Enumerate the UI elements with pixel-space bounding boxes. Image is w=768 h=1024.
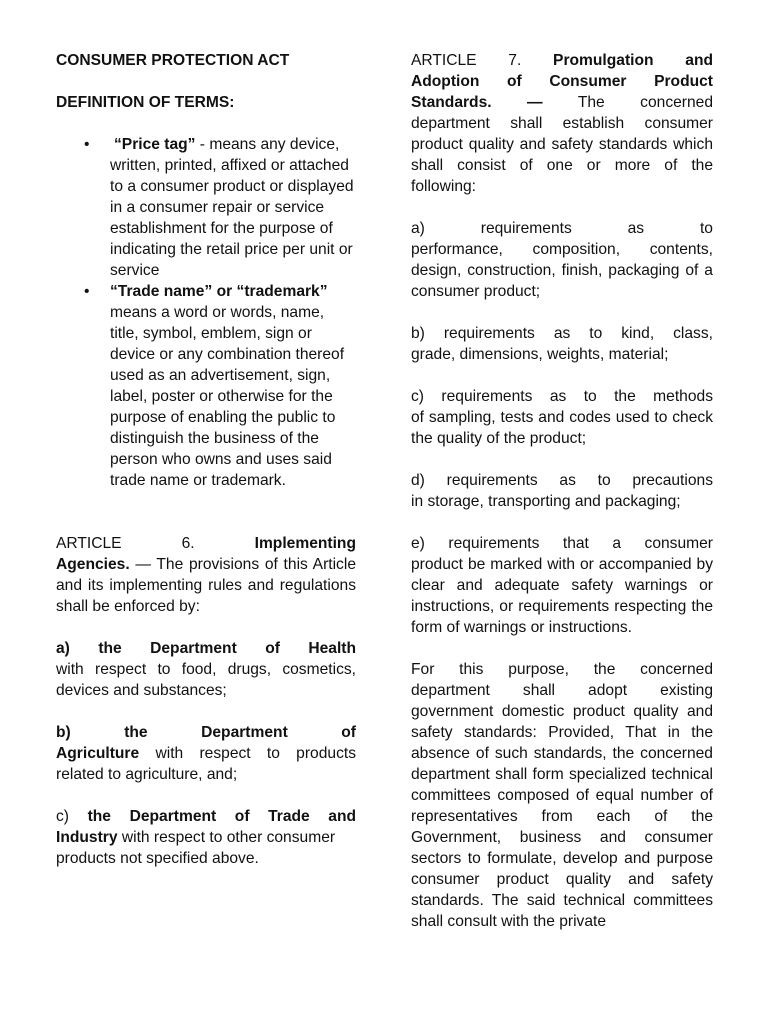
article-7-label: ARTICLE 7.	[411, 52, 522, 69]
agency-item-a	[56, 638, 356, 701]
terms-list	[56, 134, 356, 491]
agency-item-b	[56, 722, 356, 785]
bullet-icon: •	[84, 283, 90, 300]
bullet-icon: •	[84, 136, 90, 153]
article-7-title-end: Standards.	[411, 94, 492, 111]
agency-item-c	[56, 806, 356, 869]
article-7-title: Promulgation and	[553, 52, 713, 69]
term-definition: - means any device, written, printed, affixed or attached to a consumer product or displayed in a consumer repair or service establishment for the purpose of indicating the retail price per unit or service	[110, 136, 354, 279]
article-7: ARTICLE 7. Promulgation and Adoption of Consumer Product Standards. — The concerned department shall establish consumer product quality and safety standards which shall consist of one or more of the following: a) requirements as to performance, composition, contents, design, construction, finish, packaging of a consumer product; b) requirements as to kind, class, grade, dimensions, weights, material; c) requirements as to the methods of sampling, tests and codes used to check the quality of the product; d) requirements as to precautions in storage, transporting and packaging; e) requirements that a consumer product be marked with or accompanied by clear and adequate safety warnings or instructions, or requirements respecting the form of warnings or instructions. For this purpose, the concerned department shall adopt existing government domestic product quality and safety standards: Provided, That in the absence of such standards, the concerned department shall form specialized technical committees composed of equal number of representatives from each of the Government, business and consumer sectors to formulate, develop and purpose consumer product quality and safety standards. The said technical committees shall consult with the private	[411, 52, 713, 930]
agency-letter: c)	[56, 808, 69, 825]
agency-name-end: Agriculture	[56, 745, 140, 762]
article-6-heading-line: ARTICLE 6. Implementing	[56, 535, 356, 552]
requirement-item-c: c) requirements as to the methods of sampling, tests and codes used to check the quality of the product;	[411, 388, 713, 447]
agency-name: the Department of Health	[98, 640, 356, 657]
requirement-letter: e)	[411, 535, 425, 552]
agency-letter: a)	[56, 640, 70, 657]
definitions-heading: DEFINITION OF TERMS:	[56, 94, 235, 111]
term-name: “Trade name” or “trademark”	[110, 283, 328, 300]
requirement-text: performance, composition, contents, design, construction, finish, packaging of a consumer product;	[411, 241, 713, 300]
left-column	[56, 50, 356, 869]
right-column	[411, 50, 713, 932]
requirement-item-d: d) requirements as to precautions in storage, transporting and packaging;	[411, 472, 713, 510]
agency-name-end: Industry	[56, 829, 118, 846]
requirement-item-e: e) requirements that a consumer product be marked with or accompanied by clear and adequate safety warnings or instructions, or requirements respecting the form of warnings or instructions.	[411, 535, 713, 636]
term-definition: means a word or words, name, title, symbol, emblem, sign or device or any combination thereof used as an advertisement, sign, label, poster or otherwise for the purpose of enabling the public to distinguish the business of the person who owns and uses said trade name or trademark.	[110, 304, 345, 489]
requirement-text: in storage, transporting and packaging;	[411, 493, 681, 510]
requirement-text: product be marked with or accompanied by clear and adequate safety warnings or instructions, or requirements respecting the form of warnings or instructions.	[411, 556, 713, 636]
term-item-price-tag	[56, 134, 356, 281]
article-6-title-end: Agencies.	[56, 556, 130, 573]
term-name: “Price tag”	[114, 136, 196, 153]
agency-letter: b)	[56, 724, 71, 741]
agency-description: with respect to other consumer products not specified above.	[56, 829, 336, 867]
agency-name: the Department of Trade and	[87, 808, 356, 825]
requirement-text: of sampling, tests and codes used to check the quality of the product;	[411, 409, 713, 447]
term-item-trade-name	[56, 281, 356, 491]
article-7-intro: department shall establish consumer product quality and safety standards which shall consist of one or more of the following:	[411, 115, 713, 195]
requirement-letter: c)	[411, 388, 424, 405]
requirement-letter: d)	[411, 472, 425, 489]
agency-description: with respect to products related to agriculture, and;	[56, 745, 356, 783]
agency-name: the Department of	[124, 724, 356, 741]
article-6-intro: Agencies. — The provisions of this Article and its implementing rules and regulations shall be enforced by:	[56, 556, 356, 615]
article-7-closing: For this purpose, the concerned department shall adopt existing government domestic product quality and safety standards: Provided, That in the absence of such standards, the concerned department shall form specialized technical committees composed of equal number of representatives from each of the Government, business and consumer sectors to formulate, develop and purpose consumer product quality and safety standards. The said technical committees shall consult with the private	[411, 661, 713, 930]
article-6	[56, 533, 356, 869]
requirement-letter: b)	[411, 325, 425, 342]
requirement-item-b: b) requirements as to kind, class, grade, dimensions, weights, material;	[411, 325, 713, 363]
requirement-item-a: a) requirements as to performance, composition, contents, design, construction, finish, packaging of a consumer product;	[411, 220, 713, 300]
requirement-text: grade, dimensions, weights, material;	[411, 346, 669, 363]
requirement-letter: a)	[411, 220, 425, 237]
document-title: CONSUMER PROTECTION ACT	[56, 52, 290, 69]
agency-description: with respect to food, drugs, cosmetics, devices and substances;	[56, 661, 356, 699]
article-6-label: ARTICLE 6.	[56, 535, 195, 552]
article-7-heading-line	[411, 50, 713, 71]
article-7-title-line2: Adoption of Consumer Product	[411, 73, 713, 90]
